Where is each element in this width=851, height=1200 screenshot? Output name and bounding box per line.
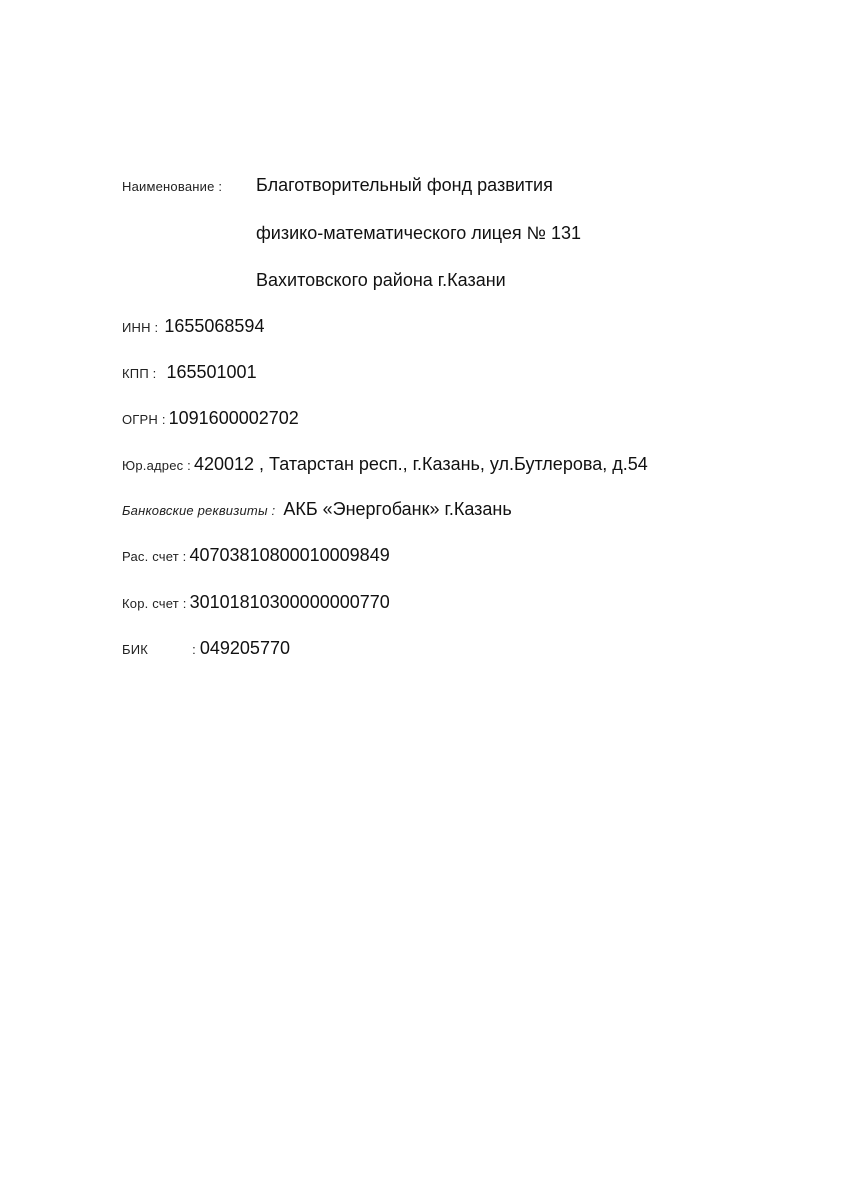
name-line-3: Вахитовского района г.Казани	[256, 270, 506, 290]
kpp-row	[122, 362, 257, 383]
name-label-row	[122, 178, 222, 196]
corr-account-row	[122, 592, 390, 613]
kpp-label: КПП :	[122, 366, 157, 381]
account-row	[122, 545, 390, 566]
ogrn-label: ОГРН :	[122, 412, 166, 427]
account-label: Рас. счет :	[122, 549, 187, 564]
bank-value: АКБ «Энергобанк» г.Казань	[283, 499, 512, 519]
bank-row	[122, 499, 512, 520]
ogrn-value: 1091600002702	[168, 408, 299, 428]
name-line-2: физико-математического лицея № 131	[256, 223, 582, 243]
corr-account-value: 30101810300000000770	[189, 592, 390, 612]
corr-account-label: Кор. счет :	[122, 596, 187, 611]
address-label: Юр.адрес :	[122, 458, 191, 473]
address-value: 420012 , Татарстан респ., г.Казань, ул.Бутлерова, д.54	[193, 454, 648, 474]
bik-label: БИК	[122, 642, 149, 657]
name-label: Наименование :	[122, 179, 223, 194]
inn-row	[122, 316, 264, 337]
bank-label: Банковские реквизиты :	[122, 503, 276, 518]
inn-label: ИНН :	[122, 320, 159, 335]
bik-separator: :	[192, 642, 196, 657]
bik-value: 049205770	[199, 638, 290, 658]
inn-value: 1655068594	[164, 316, 265, 336]
name-line-1: Благотворительный фонд развития	[256, 175, 553, 195]
bik-row	[122, 638, 290, 659]
address-row	[122, 454, 648, 475]
kpp-value: 165501001	[166, 362, 257, 382]
ogrn-row	[122, 408, 299, 429]
account-value: 40703810800010009849	[189, 545, 390, 565]
